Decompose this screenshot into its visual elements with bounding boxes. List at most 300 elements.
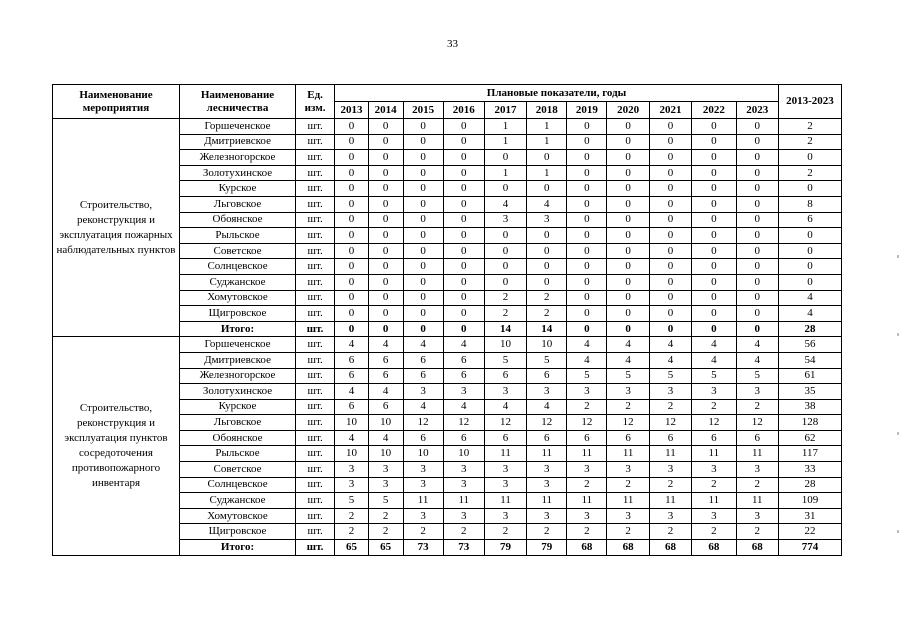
value-cell: 11 <box>484 493 526 509</box>
unit-cell: шт. <box>296 196 335 212</box>
value-cell: 11 <box>649 493 691 509</box>
unit-cell: шт. <box>296 212 335 228</box>
unit-cell: шт. <box>296 306 335 322</box>
total-cell: 28 <box>778 477 841 493</box>
header-activity: Наименование мероприятия <box>53 85 180 119</box>
value-cell: 5 <box>649 368 691 384</box>
value-cell: 5 <box>736 368 778 384</box>
value-cell: 0 <box>484 150 526 166</box>
value-cell: 1 <box>484 134 526 150</box>
value-cell: 0 <box>368 306 403 322</box>
value-cell: 12 <box>484 415 526 431</box>
unit-cell: шт. <box>296 352 335 368</box>
total-cell: 4 <box>778 290 841 306</box>
value-cell: 3 <box>443 462 484 478</box>
total-cell: 0 <box>778 181 841 197</box>
value-cell: 11 <box>607 493 649 509</box>
value-cell: 6 <box>527 430 567 446</box>
value-cell: 12 <box>443 415 484 431</box>
header-year: 2018 <box>527 102 567 119</box>
value-cell: 0 <box>403 243 443 259</box>
value-cell: 0 <box>527 228 567 244</box>
value-cell: 12 <box>403 415 443 431</box>
value-cell: 0 <box>484 228 526 244</box>
value-cell: 11 <box>649 446 691 462</box>
value-cell: 3 <box>607 508 649 524</box>
value-cell: 0 <box>368 274 403 290</box>
value-cell: 3 <box>692 384 736 400</box>
value-cell: 3 <box>403 477 443 493</box>
value-cell: 4 <box>527 196 567 212</box>
value-cell: 3 <box>443 384 484 400</box>
value-cell: 0 <box>567 243 607 259</box>
value-cell: 5 <box>484 352 526 368</box>
value-cell: 3 <box>335 462 369 478</box>
value-cell: 0 <box>736 290 778 306</box>
value-cell: 3 <box>368 477 403 493</box>
value-cell: 11 <box>443 493 484 509</box>
value-cell: 6 <box>649 430 691 446</box>
forestry-name: Хомутовское <box>179 290 295 306</box>
unit-cell: шт. <box>296 384 335 400</box>
value-cell: 3 <box>692 462 736 478</box>
value-cell: 0 <box>403 228 443 244</box>
forestry-name: Солнцевское <box>179 477 295 493</box>
value-cell: 1 <box>527 165 567 181</box>
forestry-name: Льговское <box>179 415 295 431</box>
value-cell: 0 <box>567 165 607 181</box>
value-cell: 0 <box>335 243 369 259</box>
value-cell: 6 <box>368 368 403 384</box>
value-cell: 0 <box>443 212 484 228</box>
value-cell: 0 <box>736 119 778 135</box>
total-cell: 0 <box>778 243 841 259</box>
value-cell: 3 <box>692 508 736 524</box>
value-cell: 3 <box>567 508 607 524</box>
value-cell: 0 <box>736 196 778 212</box>
value-cell: 0 <box>368 228 403 244</box>
value-cell: 0 <box>692 321 736 337</box>
activity-cell: Строительство, реконструкция и эксплуатация пожарных наблюдательных пунктов <box>53 119 180 337</box>
value-cell: 6 <box>403 352 443 368</box>
forestry-name: Рыльское <box>179 228 295 244</box>
table-row <box>53 119 842 135</box>
value-cell: 2 <box>403 524 443 540</box>
header-year: 2015 <box>403 102 443 119</box>
total-cell: 774 <box>778 540 841 556</box>
value-cell: 12 <box>527 415 567 431</box>
forestry-name: Горшеченское <box>179 119 295 135</box>
value-cell: 0 <box>692 290 736 306</box>
value-cell: 0 <box>736 274 778 290</box>
forestry-name: Железногорское <box>179 150 295 166</box>
value-cell: 0 <box>403 274 443 290</box>
value-cell: 0 <box>335 212 369 228</box>
unit-cell: шт. <box>296 274 335 290</box>
value-cell: 3 <box>649 384 691 400</box>
value-cell: 0 <box>736 165 778 181</box>
value-cell: 0 <box>403 259 443 275</box>
value-cell: 0 <box>649 228 691 244</box>
value-cell: 0 <box>403 119 443 135</box>
value-cell: 0 <box>443 306 484 322</box>
value-cell: 0 <box>567 212 607 228</box>
value-cell: 0 <box>335 181 369 197</box>
unit-cell: шт. <box>296 477 335 493</box>
value-cell: 10 <box>335 446 369 462</box>
value-cell: 73 <box>403 540 443 556</box>
value-cell: 0 <box>368 181 403 197</box>
unit-cell: шт. <box>296 150 335 166</box>
total-cell: 109 <box>778 493 841 509</box>
total-cell: 2 <box>778 119 841 135</box>
value-cell: 2 <box>692 524 736 540</box>
value-cell: 6 <box>484 368 526 384</box>
value-cell: 0 <box>649 196 691 212</box>
value-cell: 0 <box>649 150 691 166</box>
value-cell: 0 <box>649 259 691 275</box>
value-cell: 0 <box>443 181 484 197</box>
value-cell: 11 <box>692 493 736 509</box>
value-cell: 2 <box>736 477 778 493</box>
value-cell: 4 <box>335 384 369 400</box>
value-cell: 12 <box>567 415 607 431</box>
forestry-name: Дмитриевское <box>179 134 295 150</box>
value-cell: 10 <box>443 446 484 462</box>
value-cell: 6 <box>607 430 649 446</box>
forestry-name: Щигровское <box>179 524 295 540</box>
forestry-name: Итого: <box>179 540 295 556</box>
total-cell: 4 <box>778 306 841 322</box>
value-cell: 0 <box>692 306 736 322</box>
header-forestry: Наименование лесничества <box>179 85 295 119</box>
value-cell: 2 <box>607 524 649 540</box>
value-cell: 6 <box>443 352 484 368</box>
value-cell: 10 <box>368 446 403 462</box>
unit-cell: шт. <box>296 290 335 306</box>
value-cell: 0 <box>736 212 778 228</box>
value-cell: 0 <box>736 228 778 244</box>
value-cell: 0 <box>368 212 403 228</box>
value-cell: 0 <box>403 212 443 228</box>
forestry-name: Солнцевское <box>179 259 295 275</box>
value-cell: 5 <box>368 493 403 509</box>
value-cell: 4 <box>368 384 403 400</box>
value-cell: 0 <box>607 259 649 275</box>
value-cell: 0 <box>484 181 526 197</box>
value-cell: 4 <box>443 399 484 415</box>
total-cell: 0 <box>778 228 841 244</box>
header-year: 2023 <box>736 102 778 119</box>
value-cell: 4 <box>443 337 484 353</box>
value-cell: 0 <box>649 274 691 290</box>
forestry-name: Горшеченское <box>179 337 295 353</box>
forestry-name: Дмитриевское <box>179 352 295 368</box>
value-cell: 79 <box>484 540 526 556</box>
value-cell: 2 <box>692 477 736 493</box>
value-cell: 4 <box>484 196 526 212</box>
value-cell: 0 <box>649 134 691 150</box>
value-cell: 3 <box>368 462 403 478</box>
unit-cell: шт. <box>296 415 335 431</box>
value-cell: 6 <box>335 399 369 415</box>
unit-cell: шт. <box>296 243 335 259</box>
value-cell: 4 <box>649 352 691 368</box>
value-cell: 3 <box>527 508 567 524</box>
value-cell: 6 <box>443 368 484 384</box>
total-cell: 6 <box>778 212 841 228</box>
total-cell: 61 <box>778 368 841 384</box>
value-cell: 0 <box>335 196 369 212</box>
value-cell: 0 <box>567 150 607 166</box>
value-cell: 4 <box>692 337 736 353</box>
value-cell: 4 <box>649 337 691 353</box>
value-cell: 0 <box>335 150 369 166</box>
total-cell: 56 <box>778 337 841 353</box>
forestry-name: Хомутовское <box>179 508 295 524</box>
value-cell: 0 <box>736 181 778 197</box>
value-cell: 0 <box>736 243 778 259</box>
value-cell: 4 <box>403 399 443 415</box>
value-cell: 0 <box>443 243 484 259</box>
value-cell: 0 <box>567 134 607 150</box>
value-cell: 11 <box>527 446 567 462</box>
total-cell: 38 <box>778 399 841 415</box>
plan-table <box>52 84 842 556</box>
value-cell: 6 <box>443 430 484 446</box>
value-cell: 3 <box>607 384 649 400</box>
value-cell: 0 <box>335 274 369 290</box>
unit-cell: шт. <box>296 368 335 384</box>
unit-cell: шт. <box>296 134 335 150</box>
value-cell: 0 <box>484 243 526 259</box>
header-year: 2017 <box>484 102 526 119</box>
value-cell: 0 <box>567 321 607 337</box>
value-cell: 5 <box>607 368 649 384</box>
value-cell: 0 <box>692 119 736 135</box>
value-cell: 6 <box>403 430 443 446</box>
forestry-name: Щигровское <box>179 306 295 322</box>
header-year: 2020 <box>607 102 649 119</box>
value-cell: 12 <box>692 415 736 431</box>
value-cell: 4 <box>736 337 778 353</box>
total-cell: 128 <box>778 415 841 431</box>
value-cell: 3 <box>527 462 567 478</box>
value-cell: 11 <box>484 446 526 462</box>
value-cell: 68 <box>692 540 736 556</box>
value-cell: 6 <box>692 430 736 446</box>
value-cell: 0 <box>335 228 369 244</box>
value-cell: 2 <box>736 399 778 415</box>
value-cell: 79 <box>527 540 567 556</box>
value-cell: 0 <box>607 134 649 150</box>
value-cell: 0 <box>527 181 567 197</box>
value-cell: 2 <box>484 290 526 306</box>
value-cell: 0 <box>649 119 691 135</box>
header-year: 2014 <box>368 102 403 119</box>
value-cell: 0 <box>567 228 607 244</box>
value-cell: 10 <box>335 415 369 431</box>
unit-cell: шт. <box>296 430 335 446</box>
value-cell: 3 <box>567 462 607 478</box>
forestry-name: Обоянское <box>179 430 295 446</box>
forestry-name: Рыльское <box>179 446 295 462</box>
value-cell: 0 <box>368 150 403 166</box>
value-cell: 3 <box>403 462 443 478</box>
header-year: 2013 <box>335 102 369 119</box>
value-cell: 3 <box>484 508 526 524</box>
total-cell: 28 <box>778 321 841 337</box>
value-cell: 0 <box>368 290 403 306</box>
value-cell: 0 <box>335 306 369 322</box>
value-cell: 0 <box>692 243 736 259</box>
value-cell: 11 <box>567 493 607 509</box>
value-cell: 3 <box>607 462 649 478</box>
value-cell: 0 <box>443 290 484 306</box>
forestry-name: Курское <box>179 181 295 197</box>
unit-cell: шт. <box>296 524 335 540</box>
value-cell: 3 <box>527 477 567 493</box>
total-cell: 22 <box>778 524 841 540</box>
total-cell: 2 <box>778 165 841 181</box>
value-cell: 2 <box>443 524 484 540</box>
value-cell: 0 <box>607 243 649 259</box>
value-cell: 2 <box>368 508 403 524</box>
value-cell: 3 <box>567 384 607 400</box>
total-cell: 35 <box>778 384 841 400</box>
value-cell: 0 <box>736 259 778 275</box>
table-row <box>53 337 842 353</box>
value-cell: 0 <box>335 321 369 337</box>
value-cell: 4 <box>736 352 778 368</box>
forestry-name: Льговское <box>179 196 295 212</box>
value-cell: 0 <box>403 290 443 306</box>
value-cell: 0 <box>692 274 736 290</box>
forestry-name: Золотухинское <box>179 165 295 181</box>
total-cell: 0 <box>778 259 841 275</box>
value-cell: 0 <box>649 165 691 181</box>
value-cell: 0 <box>692 150 736 166</box>
value-cell: 4 <box>335 337 369 353</box>
value-cell: 0 <box>368 243 403 259</box>
value-cell: 2 <box>607 399 649 415</box>
header-unit: Ед. изм. <box>296 85 335 119</box>
value-cell: 3 <box>649 462 691 478</box>
value-cell: 1 <box>484 119 526 135</box>
scan-mark <box>897 432 899 435</box>
value-cell: 3 <box>527 212 567 228</box>
value-cell: 0 <box>607 290 649 306</box>
value-cell: 14 <box>527 321 567 337</box>
header-year: 2022 <box>692 102 736 119</box>
header-year: 2019 <box>567 102 607 119</box>
forestry-name: Советское <box>179 462 295 478</box>
value-cell: 2 <box>649 524 691 540</box>
value-cell: 0 <box>692 165 736 181</box>
total-cell: 54 <box>778 352 841 368</box>
unit-cell: шт. <box>296 321 335 337</box>
forestry-name: Железногорское <box>179 368 295 384</box>
value-cell: 0 <box>607 181 649 197</box>
value-cell: 4 <box>607 337 649 353</box>
total-cell: 8 <box>778 196 841 212</box>
unit-cell: шт. <box>296 119 335 135</box>
value-cell: 11 <box>692 446 736 462</box>
value-cell: 4 <box>527 399 567 415</box>
value-cell: 0 <box>607 228 649 244</box>
value-cell: 3 <box>736 384 778 400</box>
value-cell: 11 <box>607 446 649 462</box>
value-cell: 12 <box>736 415 778 431</box>
value-cell: 0 <box>567 119 607 135</box>
value-cell: 0 <box>335 134 369 150</box>
value-cell: 0 <box>484 259 526 275</box>
value-cell: 6 <box>335 368 369 384</box>
value-cell: 0 <box>527 150 567 166</box>
unit-cell: шт. <box>296 259 335 275</box>
value-cell: 2 <box>368 524 403 540</box>
value-cell: 10 <box>527 337 567 353</box>
total-cell: 33 <box>778 462 841 478</box>
value-cell: 0 <box>403 150 443 166</box>
forestry-name: Суджанское <box>179 274 295 290</box>
value-cell: 0 <box>335 165 369 181</box>
value-cell: 0 <box>649 212 691 228</box>
value-cell: 0 <box>692 228 736 244</box>
value-cell: 6 <box>368 352 403 368</box>
total-cell: 0 <box>778 150 841 166</box>
activity-cell: Строительство, реконструкция и эксплуатация пунктов сосредоточения противопожарного инвентаря <box>53 337 180 555</box>
page-number: 33 <box>447 38 458 50</box>
value-cell: 11 <box>567 446 607 462</box>
value-cell: 0 <box>403 306 443 322</box>
value-cell: 0 <box>443 196 484 212</box>
value-cell: 0 <box>567 306 607 322</box>
value-cell: 2 <box>484 524 526 540</box>
value-cell: 10 <box>403 446 443 462</box>
forestry-name: Советское <box>179 243 295 259</box>
value-cell: 0 <box>692 196 736 212</box>
value-cell: 3 <box>403 384 443 400</box>
value-cell: 0 <box>692 181 736 197</box>
value-cell: 0 <box>736 306 778 322</box>
value-cell: 73 <box>443 540 484 556</box>
value-cell: 3 <box>443 477 484 493</box>
value-cell: 0 <box>607 150 649 166</box>
value-cell: 0 <box>368 196 403 212</box>
total-cell: 62 <box>778 430 841 446</box>
value-cell: 2 <box>484 306 526 322</box>
value-cell: 65 <box>368 540 403 556</box>
header-total-period: 2013-2023 <box>778 85 841 119</box>
value-cell: 3 <box>484 477 526 493</box>
unit-cell: шт. <box>296 399 335 415</box>
unit-cell: шт. <box>296 508 335 524</box>
value-cell: 1 <box>484 165 526 181</box>
value-cell: 0 <box>443 150 484 166</box>
value-cell: 0 <box>567 290 607 306</box>
value-cell: 3 <box>736 508 778 524</box>
value-cell: 0 <box>567 274 607 290</box>
value-cell: 0 <box>649 181 691 197</box>
scan-mark <box>897 255 899 258</box>
value-cell: 3 <box>484 384 526 400</box>
value-cell: 1 <box>527 119 567 135</box>
value-cell: 4 <box>368 337 403 353</box>
value-cell: 68 <box>649 540 691 556</box>
value-cell: 11 <box>736 493 778 509</box>
total-cell: 2 <box>778 134 841 150</box>
